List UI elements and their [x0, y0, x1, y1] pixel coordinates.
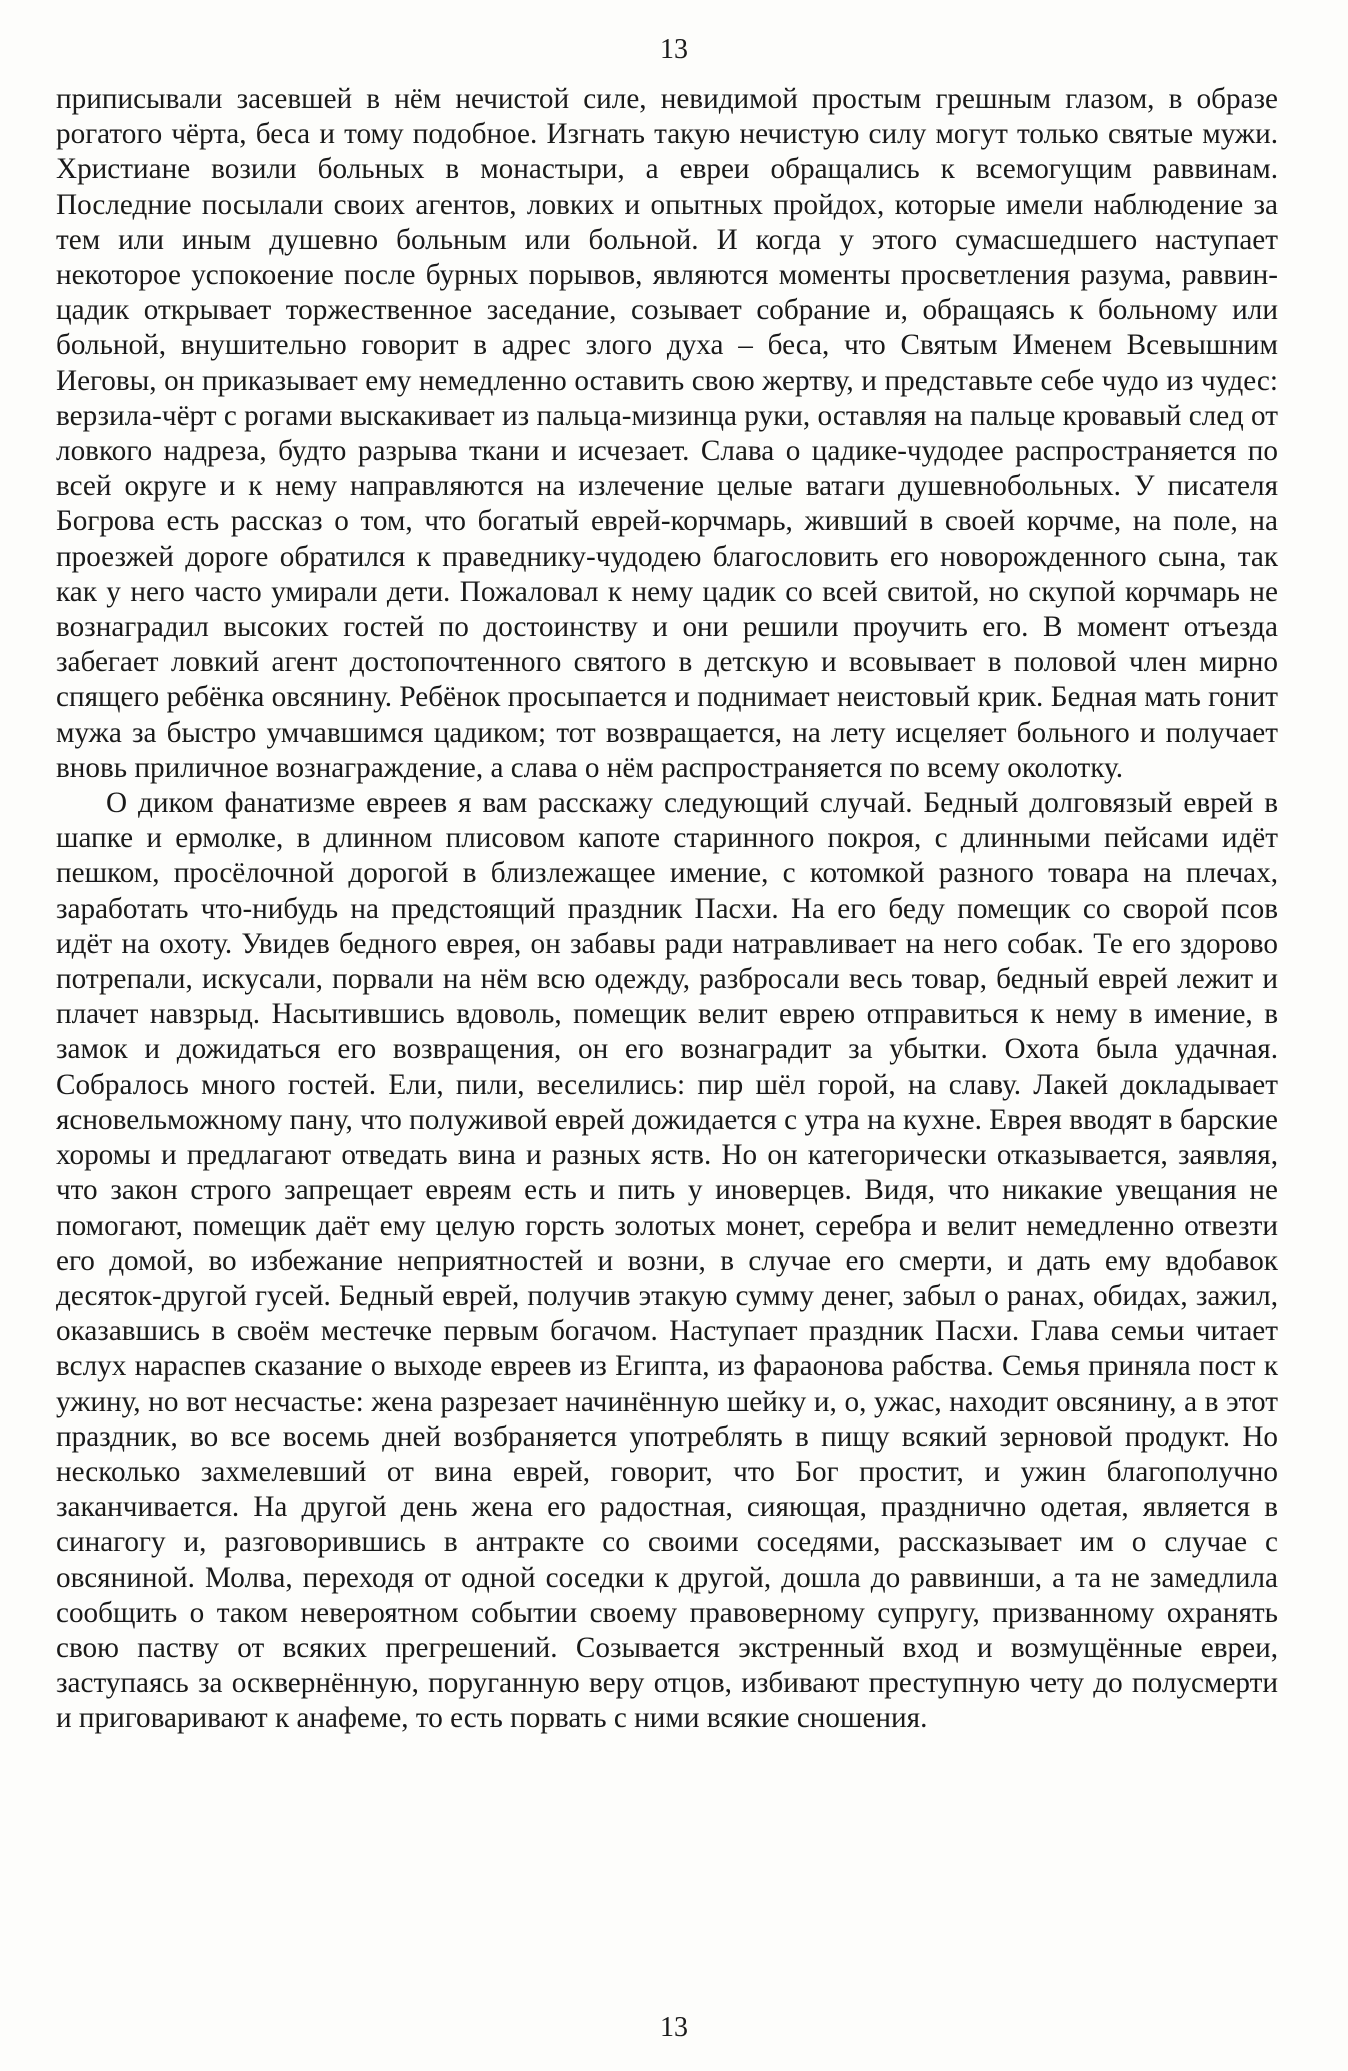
body-text [56, 82, 1278, 1737]
page-number-bottom: 13 [660, 2012, 688, 2043]
paragraph-2: О диком фанатизме евреев я вам расскажу следующий случай. Бедный долговязый еврей в шапке и ермолке, в длинном плисовом капоте старинного покроя, с длинными пейсами идёт пешком, просёлочной дорогой в близлежащее имение, с котомкой разного товара на плечах, заработать что-нибудь на предстоящий праздник Пасхи. На его беду помещик со сворой псов идёт на охоту. Увидев бедного еврея, он забавы ради натравливает на него собак. Те его здорово потрепали, искусали, порвали на нём всю одежду, разбросали весь товар, бедный еврей лежит и плачет навзрыд. Насытившись вдоволь, помещик велит еврею отправиться к нему в имение, в замок и дожидаться его возвращения, он его вознаградит за убытки. Охота была удачная. Собралось много гостей. Ели, пили, веселились: пир шёл горой, на славу. Лакей докладывает ясновельможному пану, что полуживой еврей дожидается с утра на кухне. Еврея вводят в барские хоромы и предлагают отведать вина и разных яств. Но он категорически отказывается, заявляя, что закон строго запрещает евреям есть и пить у иноверцев. Видя, что никакие увещания не помогают, помещик даёт ему целую горсть золотых монет, серебра и велит немедленно отвезти его домой, во избежание неприятностей и возни, в случае его смерти, и дать ему вдобавок десяток-другой гусей. Бедный еврей, получив этакую сумму денег, забыл о ранах, обидах, зажил, оказавшись в своём местечке первым богачом. Наступает праздник Пасхи. Глава семьи читает вслух нараспев сказание о выходе евреев из Египта, из фараонова рабства. Семья приняла пост к ужину, но вот несчастье: жена разрезает начинённую шейку и, о, ужас, находит овсянину, а в этот праздник, во все восемь дней возбраняется употреблять в пищу всякий зерновой продукт. Но несколько захмелевший от вина еврей, говорит, что Бог простит, и ужин благополучно заканчивается. На другой день жена его радостная, сияющая, празднично одетая, является в синагогу и, разговорившись в антракте со своими соседями, рассказывает им о случае с овсяниной. Молва, переходя от одной соседки к другой, дошла до раввинши, а та не замедлила сообщить о таком невероятном событии своему правоверному супругу, призванному охранять свою паству от всяких прегрешений. Созывается экстренный вход и возмущённые евреи, заступаясь за осквернённую, поруганную веру отцов, избивают преступную чету до полусмерти и приговаривают к анафеме, то есть порвать с ними всякие сношения. [56, 787, 1278, 1735]
paragraph-1: приписывали засевшей в нём нечистой силе, невидимой простым грешным глазом, в образе рогатого чёрта, беса и тому подобное. Изгнать такую нечистую силу могут только святые мужи. Христиане возили больных в монастыри, а евреи обращались к всемогущим раввинам. Последние посылали своих агентов, ловких и опытных пройдох, которые имели наблюдение за тем или иным душевно больным или больной. И когда у этого сумасшедшего наступает некоторое успокоение после бурных порывов, являются моменты просветления разума, раввин-цадик открывает торжественное заседание, созывает собрание и, обращаясь к больному или больной, внушительно говорит в адрес злого духа – беса, что Святым Именем Всевышним Иеговы, он приказывает ему немедленно оставить свою жертву, и представьте себе чудо из чудес: верзила-чёрт с рогами выскакивает из пальца-мизинца руки, оставляя на пальце кровавый след от ловкого надреза, будто разрыва ткани и исчезает. Слава о цадике-чудодее распространяется по всей округе и к нему направляются на излечение целые ватаги душевнобольных. У писателя Богрова есть рассказ о том, что богатый еврей-корчмарь, живший в своей корчме, на поле, на проезжей дороге обратился к праведнику-чудодею благословить его новорожденного сына, так как у него часто умирали дети. Пожаловал к нему цадик со всей свитой, но скупой корчмарь не вознаградил высоких гостей по достоинству и они решили проучить его. В момент отъезда забегает ловкий агент достопочтенного святого в детскую и всовывает в половой член мирно спящего ребёнка овсянину. Ребёнок просыпается и поднимает неистовый крик. Бедная мать гонит мужа за быстро умчавшимся цадиком; тот возвращается, на лету исцеляет больного и получает вновь приличное вознаграждение, а слава о нём распространяется по всему околотку. [56, 83, 1278, 784]
page-number-top: 13 [660, 34, 688, 65]
